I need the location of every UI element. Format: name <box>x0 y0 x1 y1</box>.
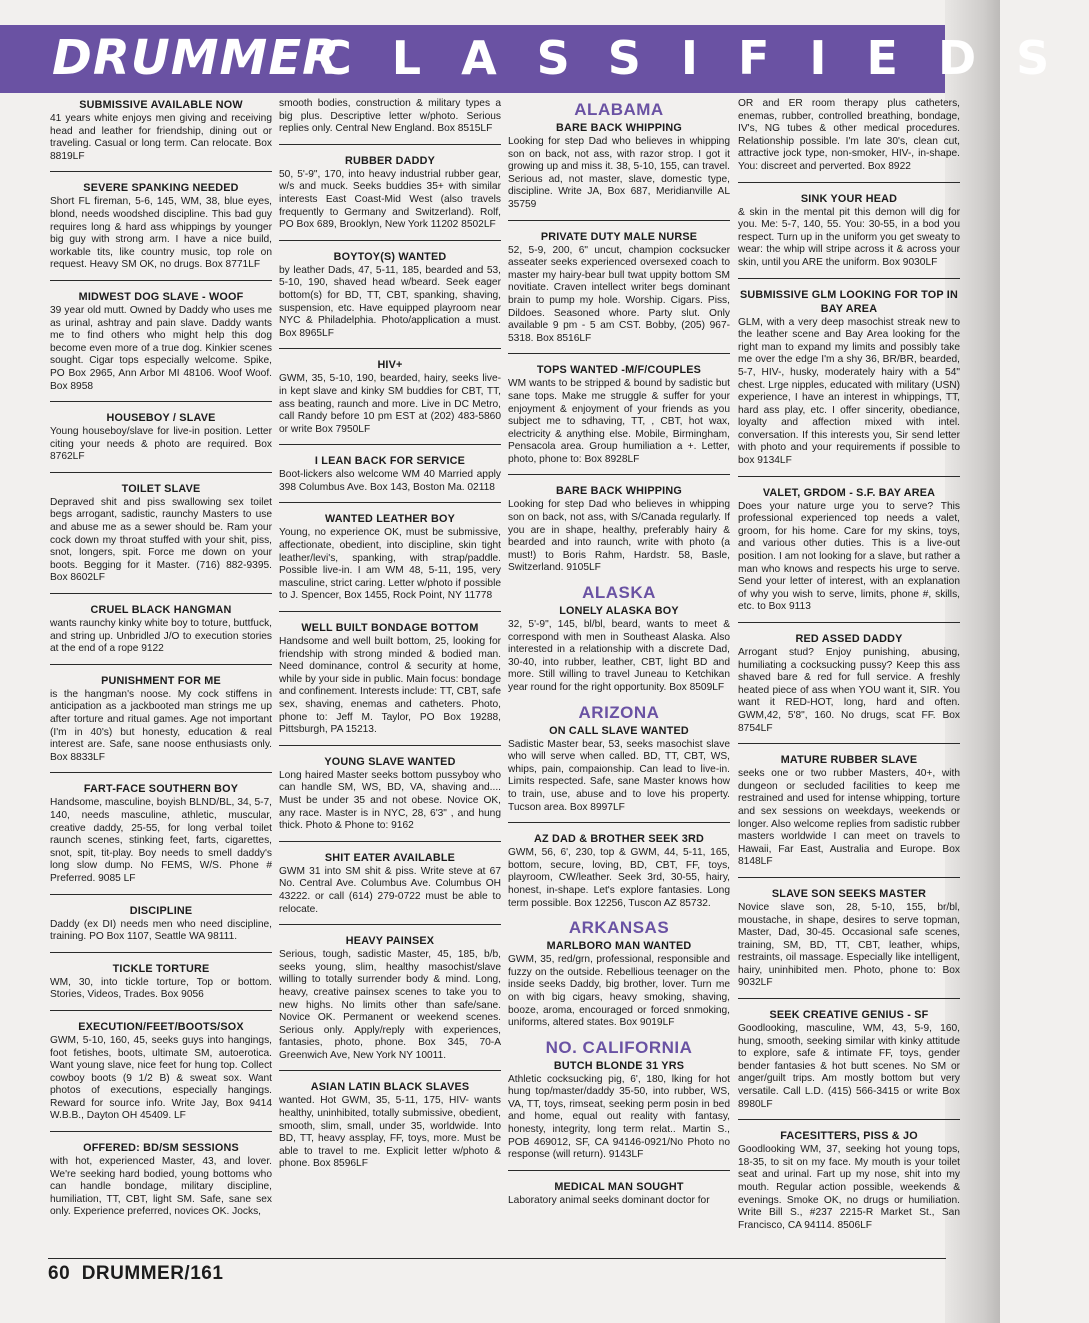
ad-body: Laboratory animal seeks dominant doctor for <box>508 1194 710 1206</box>
classified-ad <box>508 484 730 575</box>
classified-ad <box>50 411 272 464</box>
page-footer <box>48 1263 223 1285</box>
masthead <box>0 25 1089 93</box>
ad-body: Novice slave son, 28, 5-10, 155, br/bl, moustache, in shape, desires to serve topman, Master, Dad, 30-45. Occasional safe scenes, training, SM, BD, TT, CBT, leather, whips, restraints, oil massage. Especially like intelligent, hairy, uninhibited men. Photo, phone to: Box 9032LF <box>738 901 960 989</box>
ad-title: BOYTOY(S) WANTED <box>333 250 447 263</box>
column-1 <box>50 98 272 1227</box>
classified-ad <box>50 290 272 393</box>
ad-title: WANTED LEATHER BOY <box>325 513 455 526</box>
ad-title: I LEAN BACK FOR SERVICE <box>314 455 466 468</box>
ad-title: SINK YOUR HEAD <box>800 192 898 205</box>
classified-ad <box>279 621 501 737</box>
ad-body: Handsome and well built bottom, 25, looking for friendship with strong minded & bodied man. Need dominance, control & security at home, while by your side in public. Main focus: bondage and confinement. Interests include: TT, CBT, safe sex, shaving, enemas and catheters. Photo, phone to: Jeff M. Taylor, PO Box 19288, Pittsburgh, PA 15213. <box>279 636 501 736</box>
ad-title: PUNISHMENT FOR ME <box>101 674 221 687</box>
classified-ad <box>508 724 730 815</box>
classified-ad <box>508 1059 730 1162</box>
classified-ad <box>738 192 960 270</box>
masthead-brand: DRUMMER <box>52 30 341 86</box>
classified-ad <box>279 250 501 341</box>
ad-title: TICKLE TORTURE <box>112 962 210 975</box>
ad-title: HOUSEBOY / SLAVE <box>106 412 216 425</box>
ad-body: & skin in the mental pit this demon will dig for you. Me: 5-7, 140, 55. You: 30-55, in a bod you respect. Turn up in the uniform you get sweaty to wear: the whip will stripe across it & across your skin, until you ARE the uniform. Box 9030LF <box>738 206 960 268</box>
column-2 <box>279 98 501 1179</box>
divider <box>279 1070 501 1071</box>
classified-ad <box>508 121 730 212</box>
classified-ad <box>50 1020 272 1123</box>
divider <box>50 772 272 773</box>
state-heading-arkansas: ARKANSAS <box>568 918 670 938</box>
ad-body: Young houseboy/slave for live-in position. Letter citing your needs & photo are required. Box 8762LF <box>50 426 272 463</box>
divider <box>279 841 501 842</box>
ad-body: wants raunchy kinky white boy to toture, buttfuck, and string up. Unbridled J/O to execution stories at the end of a rope 9122 <box>50 618 272 655</box>
classified-ad-continued <box>738 98 960 174</box>
classified-ad <box>50 603 272 656</box>
divider <box>50 1131 272 1132</box>
ad-title: RED ASSED DADDY <box>795 633 903 645</box>
classified-ad <box>279 851 501 916</box>
ad-body: GWM, 5-10, 160, 45, seeks guys into hangings, foot fetishes, boots, ultimate SM, autoerotica. Want young slave, nice feet for hung top. Collect cowboy boots (9 1/2 B) & sweat sox. Want photos of executions, especially hangings. Reward for source info. Write Jay, Box 9414 W.B.B., Dayton OH 45409. LF <box>50 1034 272 1122</box>
ad-body: Long haired Master seeks bottom pussyboy who can handle SM, WS, BD, VA, shaving and.... Must be under 35 and not obese. Novice OK, any race. Master is in NYC, 28, 6'3" , and hung thick. Photo & Phone to: 9162 <box>279 769 501 832</box>
divider <box>508 822 730 823</box>
ad-title: SEVERE SPANKING NEEDED <box>83 182 239 195</box>
divider <box>50 280 272 281</box>
divider <box>50 952 272 953</box>
ad-title: BUTCH BLONDE 31 YRS <box>553 1059 685 1072</box>
divider <box>508 220 730 221</box>
ad-title: ON CALL SLAVE WANTED <box>549 724 689 737</box>
classified-ad <box>738 753 960 869</box>
ad-body: Looking for step Dad who believes in whipping son on back, not ass, with razor strop. I got it growing up and miss it. 38, 5-10, 155, can travel. Serious ad, not master, slave, domestic type, discipline. Write JA, Box 687, Meridianville AL 35759 <box>508 136 730 210</box>
ad-body: Daddy (ex DI) needs men who need discipline, training. PO Box 1107, Seattle WA 98111. <box>50 918 272 943</box>
ad-body: Short FL fireman, 5-6, 145, WM, 38, blue eyes, blond, needs woodshed discipline. This bad guy requires long & hard ass whippings by younger big guy with strong arm. I have a nice build, workable tits, like country music, top role on request. Heavy SM OK, no drugs. Box 8771LF <box>50 196 272 271</box>
classified-ad <box>50 962 272 1002</box>
ad-title: BARE BACK WHIPPING <box>556 485 682 498</box>
ad-body: OR and ER room therapy plus catheters, enemas, rubber, controlled breathing, bondage, IV's, NG tubes & other medical procedures. Relationship possible. I'm late 30's, clean cut, attractive jock type, non-smoker, HIV-, in-shape. You: discreet and perverted. Box 8922 <box>738 98 960 172</box>
ad-body: Arrogant stud? Enjoy punishing, abusing, humiliating a cocksucking pussy? Keep this ass shaved bare & red for full service. A freshly heated piece of ass when YOU want it, SIR. You want it RED-HOT, long, hard and often. GWM,42, 5'8", 160. No drugs, scat FF. Box 8754LF <box>738 647 960 734</box>
classified-ad <box>508 832 730 910</box>
ad-body: 50, 5'-9", 170, into heavy industrial rubber gear, w/s and muck. Seeks buddies 35+ with similar interests East Coast-Mid West (also travels frequently to Germany and Switzerland). Rolf, PO Box 689, Brooklyn, New York 11202 8502LF <box>279 168 501 231</box>
divider <box>738 1119 960 1120</box>
classified-ad <box>508 363 730 466</box>
ad-title: SHIT EATER AVAILABLE <box>324 851 456 864</box>
state-heading-arizona: ARIZONA <box>578 702 660 722</box>
issue-label: DRUMMER/161 <box>81 1263 224 1284</box>
ad-title: MARLBORO MAN WANTED <box>546 940 692 953</box>
classified-ad <box>50 904 272 944</box>
ad-title: CRUEL BLACK HANGMAN <box>90 604 232 617</box>
divider <box>279 745 501 746</box>
classified-ad <box>738 1129 960 1232</box>
ad-body: wanted. Hot GWM, 35, 5-11, 175, HIV- wants healthy, uninhibited, totally submissive, obedient, smooth, slim, small, under 35, worldwide. Into BD, TT, heavy assplay, FF, toys, more. Must be able to travel to me. Explicit letter w/photo & phone. Box 8596LF <box>279 1095 501 1170</box>
divider <box>738 622 960 623</box>
ad-title: WELL BUILT BONDAGE BOTTOM <box>301 622 479 635</box>
divider <box>738 182 960 183</box>
divider <box>279 348 501 349</box>
masthead-section: CLASSIFIEDS <box>318 31 1089 85</box>
divider <box>279 502 501 503</box>
ad-body: GWM 31 into SM shit & piss. Write steve at 67 No. Central Ave. Columbus Ave. Columbus OH 43222. or call (614) 279-0722 must be able to relocate. <box>279 865 501 915</box>
ad-body: 39 year old mutt. Owned by Daddy who uses me as urinal, ashtray and pain slave. Daddy wants me to find others who might help this dog become even more of a true dog. Kinkier scenes sought. Cigar tops especially welcome. Spike, PO Box 2965, Ann Arbor MI 48106. Woof Woof. Box 8958 <box>50 304 272 392</box>
ad-body: by leather Dads, 47, 5-11, 185, bearded and 53, 5-10, 190, shaved head w/beard. Seek eager bottom(s) for BD, TT, CBT, spanking, shaving, suspension, etc. Have equipped playroom near NYC & Philadelphia. Photo/application a must. Box 8965LF <box>279 264 501 339</box>
ad-title: MIDWEST DOG SLAVE - WOOF <box>78 290 244 303</box>
classified-ad <box>279 454 501 494</box>
ad-title: SEEK CREATIVE GENIUS - SF <box>769 1009 929 1022</box>
classified-ad <box>50 674 272 765</box>
ad-body: seeks one or two rubber Masters, 40+, with dungeon or secluded facilities to keep me restrained and used for intense whipping, torture and sex sessions on weekdays, weekends or longer. Also welcome replies from sadistic rubber masters worldwide I can meet on travels to Hawaii, Far East, Australia and Europe. Box 8148LF <box>738 768 960 868</box>
ad-body: Serious, tough, sadistic Master, 45, 185, b/b, seeks young, slim, healthy masochist/slave willing to totally surrender body & mind. Long, heavy, creative painsex scenes to take you to new highs. No limits other than safe/sane. Novice OK. Permanent or weekend scenes. Serious only. Apply/reply with experiences, fantasies, photo, phone. Box 345, 70-A Greenwich Ave, New York NY 10011. <box>279 949 501 1061</box>
divider <box>738 476 960 477</box>
ad-title: TOILET SLAVE <box>121 482 201 495</box>
state-heading-alabama: ALABAMA <box>574 100 664 119</box>
ad-body: Boot-lickers also welcome WM 40 Married apply 398 Columbus Ave. Box 143, Boston Ma. 02118 <box>279 469 501 493</box>
divider <box>738 877 960 878</box>
ad-body: 32, 5'-9", 145, bl/bl, beard, wants to meet & correspond with men in Southeast Alaska. Also interested in a relationship with a discrete Dad, 30-40, into rubber, leather, CBT, light BD and more. Still willing to travel Juneau to Ketchikan year round for the right opportunity. Box 8509LF <box>508 619 730 693</box>
ad-title: VALET, GRDOM - S.F. BAY AREA <box>762 486 936 499</box>
divider <box>50 664 272 665</box>
classified-ad <box>50 782 272 885</box>
divider <box>508 1170 730 1171</box>
classified-ad <box>738 1008 960 1111</box>
divider <box>279 144 501 145</box>
ad-body: GWM, 35, 5-10, 190, bearded, hairy, seeks live-in kept slave and kinky SM buddies for CBT, TT, ass beating, raunch and more. Live in DC Metro, call Randy before 10 pm EST at (202) 483-5860 or write Box 7950LF <box>279 373 501 435</box>
ad-title: FART-FACE SOUTHERN BOY <box>83 783 239 796</box>
ad-title: DISCIPLINE <box>129 904 193 917</box>
classified-ad <box>738 887 960 990</box>
ad-title: LONELY ALASKA BOY <box>559 605 679 618</box>
ad-title: PRIVATE DUTY MALE NURSE <box>540 230 698 243</box>
ad-body: 41 years white enjoys men giving and receiving head and leather for friendship, dining out or traveling. Casual or long term. Can relocate. Box 8819LF <box>50 113 272 162</box>
divider <box>279 924 501 925</box>
divider <box>738 998 960 999</box>
classified-ad <box>279 512 501 603</box>
divider <box>50 472 272 473</box>
page-number: 60 <box>48 1263 71 1284</box>
classified-ad <box>279 934 501 1062</box>
ad-title: MEDICAL MAN SOUGHT <box>554 1180 684 1193</box>
divider <box>279 611 501 612</box>
ad-body: Athletic cocksucking pig, 6', 180, lking for hot hung top/master/daddy 35-50, into rubber, WS, VA, TT, toys, rimseat, seeking perm posin in bed and home, equal out reality with fantasy, honesty, integrity, long term relat.. Martin S., POB 469012, SF, CA 94146-0921/No Photo no response (will return). 9143LF <box>508 1073 730 1161</box>
ad-body: Sadistic Master bear, 53, seeks masochist slave who will serve when called. BD, TT, CBT, WS, whips, pain, compaionship. Can lead to live-in. Limits respected. Safe, sane Master knows how to train, use, abuse and to love his property. Tucson area. Box 8997LF <box>508 738 730 813</box>
divider <box>508 353 730 354</box>
ad-title: RUBBER DADDY <box>345 154 435 167</box>
ad-body: WM wants to be stripped & bound by sadistic but sane tops. Make me struggle & suffer for your enjoyment & enjoyment of your friends as you subject me to sdhaving, TT, , CBT, hot wax, electricity & anything else. Mobile, Birmingham, Pensacola area. Group humiliation a +. Letter, photo, phone to: Box 8928LF <box>508 378 730 465</box>
ad-title: BARE BACK WHIPPING <box>556 122 682 134</box>
state-heading-no-california: NO. CALIFORNIA <box>545 1037 693 1057</box>
ad-body: with hot, experienced Master, 43, and lover. We're seeking hard bodied, young bottoms who can handle bondage, military discipline, humiliation, TT, CBT, light SM. Safe, sane sex only. Experience preferred, novices OK. Jocks, <box>50 1156 272 1218</box>
classified-ad <box>50 1141 272 1219</box>
ad-title: HEAVY PAINSEX <box>345 935 435 948</box>
footer-divider <box>48 1258 946 1259</box>
classified-ad <box>738 288 960 468</box>
ad-body: WM, 30, into tickle torture, Top or bottom. Stories, Videos, Trades. Box 9056 <box>50 976 272 1001</box>
ad-title: OFFERED: BD/SM SESSIONS <box>83 1142 239 1155</box>
classified-ad <box>508 939 730 1030</box>
ad-body: Goodlooking, masculine, WM, 43, 5-9, 160, hung, smooth, seeking similar with kinky attitude to explore, safe & intimate FF, toys, gender bender fantasies & hot butt scenes. No SM or anger/guilt trips. Am mostly bottom but very versatile. Call L.D. (415) 566-3415 or write Box 8980LF <box>738 1023 960 1110</box>
ad-body: Goodlooking WM, 37, seeking hot young tops, 18-35, to sit on my face. My mouth is your toilet seat and urinal. Fart up my nose, shit into my mouth. Regular action possible, weekends & evenings. Smoke OK, no drugs or humiliation. Write Bill S., #237 2215-R Market St., San Francisco, CA 94114. 8506LF <box>738 1144 960 1231</box>
classified-ad <box>50 98 272 163</box>
ad-title: ASIAN LATIN BLACK SLAVES <box>310 1081 470 1094</box>
ad-title: YOUNG SLAVE WANTED <box>324 755 456 768</box>
ad-body: Handsome, masculine, boyish BLND/BL, 34, 5-7, 140, needs masculine, athletic, muscular, creative daddy, 25-55, for long verbal toilet raunch scenes, stinking feet, farts, cigarettes, snot, spit, tit-play. Boy needs to smell daddy's long slow dump. No FEMS, W/S. Phone # Preferred. 9085 LF <box>50 797 272 884</box>
classified-ad-continued <box>279 98 501 136</box>
classified-ad <box>738 486 960 614</box>
divider <box>738 743 960 744</box>
ad-title: AZ DAD & BROTHER SEEK 3RD <box>534 833 704 846</box>
ad-title: EXECUTION/FEET/BOOTS/SOX <box>78 1020 244 1033</box>
divider <box>50 401 272 402</box>
divider <box>50 894 272 895</box>
divider <box>738 278 960 279</box>
classified-ad <box>50 181 272 272</box>
divider <box>279 240 501 241</box>
ad-title: HIV+ <box>377 359 403 372</box>
classified-ad <box>738 632 960 735</box>
column-4 <box>738 98 960 1240</box>
classified-ad <box>508 230 730 346</box>
divider <box>508 474 730 475</box>
ad-title: SUBMISSIVE AVAILABLE NOW <box>79 99 243 111</box>
classified-ad <box>50 482 272 585</box>
ad-body: is the hangman's noose. My cock stiffens in anticipation as a jackbooted man strings me up after torture and ritual games. Age not important (I'm in 40's) but honesty, education & real interest are. Safe, sane noose enthusiasts only. Box 8833LF <box>50 688 272 763</box>
classified-ad <box>279 755 501 833</box>
column-3 <box>508 98 730 1215</box>
classified-ad <box>279 1080 501 1171</box>
ad-body: GWM, 56, 6', 230, top & GWM, 44, 5-11, 165, bottom, secure, loving, BD, CBT, FF, toys, playroom, CW/leather. Seek 3rd, 30-55, hairy, honest, in-shape. Let's explore fantasies. Long term possible. Box 12256, Tuscon AZ 85732. <box>508 847 730 909</box>
ad-title: SUBMISSIVE GLM LOOKING FOR TOP IN BAY AREA <box>740 288 958 315</box>
classified-ad <box>279 154 501 232</box>
state-heading-alaska: ALASKA <box>582 583 656 603</box>
classified-ad <box>508 1180 730 1208</box>
ad-body: Young, no experience OK, must be submissive, affectionate, obedient, into discipline, skin tight leather/levi's, spanking, with strap/paddle. Possible live-in. I am WM 48, 5-11, 195, very masculine, strict caring. Letter w/photo if possible to J. Spencer, Box 1455, Rock Point, NY 11778 <box>279 527 501 602</box>
ad-body: Looking for step Dad who believes in whipping son on back, not ass, with S/Canada regularly. If you are in shape, healthy, preferably hairy & bearded and into raunch, write with photo (a must!) to Boris Rahm, Hardstr. 58, Basle, Switzerland. 9105LF <box>508 499 730 574</box>
ad-body: smooth bodies, construction & military types a big plus. Descriptive letter w/photo. Serious replies only. Central New England. Box 8515LF <box>279 98 501 135</box>
divider <box>279 444 501 445</box>
ad-title: SLAVE SON SEEKS MASTER <box>771 887 927 900</box>
ad-body: 52, 5-9, 200, 6" uncut, champion cocksucker asseater seeks experienced oversexed coach to master my hairy-bear bull twat uppity bottom SM novitiate. Craven intellect writer begs dominant brain to pump my hole. Worship. Cigars. Piss, Dildoes. Seasoned whore. Party slut. Only available 9 pm - 5 am CST. Bobby, (205) 967-5318. Box 8516LF <box>508 244 730 344</box>
ad-body: GWM, 35, red/grn, professional, responsible and fuzzy on the outside. Rebellious teenager on the inside seeks Daddy, big brother, lover. Turn me on with big cigars, heavy smoking, shaving, booze, aroma, encouraged or forced snmoking, uniforms, altered states. Box 9019LF <box>508 954 730 1029</box>
ad-body: GLM, with a very deep masochist streak new to the leather scene and Bay Area looking for the right man to expand my limits and possibly take me over the edge I'm a shy 36, BR/BR, bearded, 5-7, HIV-, husky, moderately hairy with a 54" chest. Lrge nipples, educated with military (USN) experience, I have an interest in whippings, TT, hard ass play, etc. I offer sincerity, obediance, loyalty and affection mixed with intel. conversation. If this interests you, Sir send letter with photo and your requirements if possible to box 9134LF <box>738 316 960 467</box>
classified-ad <box>508 604 730 695</box>
divider <box>50 171 272 172</box>
ad-body: Depraved shit and piss swallowing sex toilet begs arrogant, sadistic, raunchy Masters to use and abuse me as a sewer should be. Ram your cock down my throat stuffed with your shit, piss, snot, longers, spit. Force me down on your boots. Begging for it Master. (716) 882-9395. Box 8602LF <box>50 496 272 584</box>
divider <box>50 593 272 594</box>
ad-title: FACESITTERS, PISS & JO <box>780 1130 918 1143</box>
ad-title: MATURE RUBBER SLAVE <box>780 754 918 767</box>
divider <box>50 1010 272 1011</box>
ad-body: Does your nature urge you to serve? This professional experienced top needs a valet, groom, for his home. Care for my skins, toys, and various other duties. This is a live-out position. I am not looking for a slave, but rather a man who knows and respects his urge to serve. Send your letter of interest, with an explanation of why you wish to serve, limits, phone #, skills, etc. to Box 9113 <box>738 500 960 613</box>
ad-title: TOPS WANTED -M/F/COUPLES <box>536 364 702 377</box>
classified-ad <box>279 358 501 436</box>
